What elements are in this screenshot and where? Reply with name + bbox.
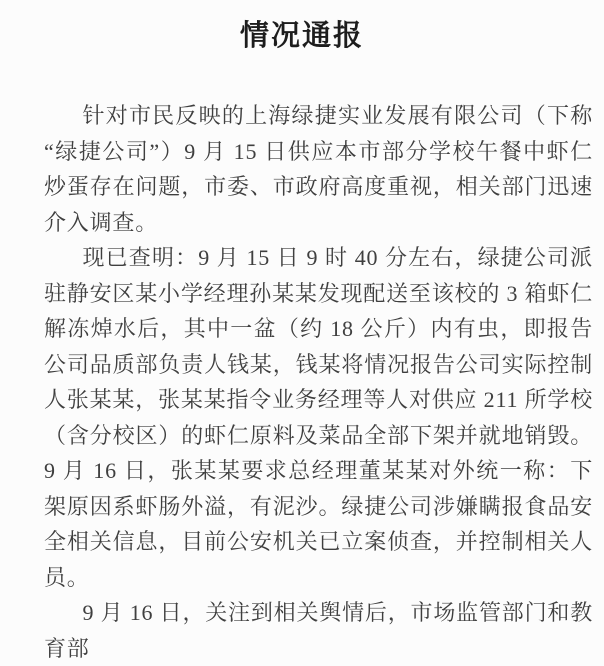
paragraph-followup-truncated: 9 月 16 日，关注到相关舆情后，市场监管部门和教育部	[44, 600, 593, 661]
document-title: 情况通报	[239, 20, 364, 52]
document-body	[44, 98, 593, 666]
paragraph-findings: 现已查明：9 月 15 日 9 时 40 分左右，绿捷公司派驻静安区某小学经理孙某某发现配送至该校的 3 箱虾仁解冻焯水后，其中一盆（约 18 公斤）内有虫，即报告公司品质部负责人钱某，钱某将情况报告公司实际控制人张某某，张某某指令业务经理等人对供应 211 所学校（含分校区）的虾仁原料及菜品全部下架并就地销毁。9 月 16 日，张某某要求总经理董某某对外统一称：下架原因系虾肠外溢，有泥沙。绿捷公司涉嫌瞒报食品安全相关信息，目前公安机关已立案侦查，并控制相关人员。	[44, 245, 593, 590]
paragraph-intro: 针对市民反映的上海绿捷实业发展有限公司（下称“绿捷公司”）9 月 15 日供应本市部分学校午餐中虾仁炒蛋存在问题，市委、市政府高度重视，相关部门迅速介入调查。	[44, 103, 593, 235]
